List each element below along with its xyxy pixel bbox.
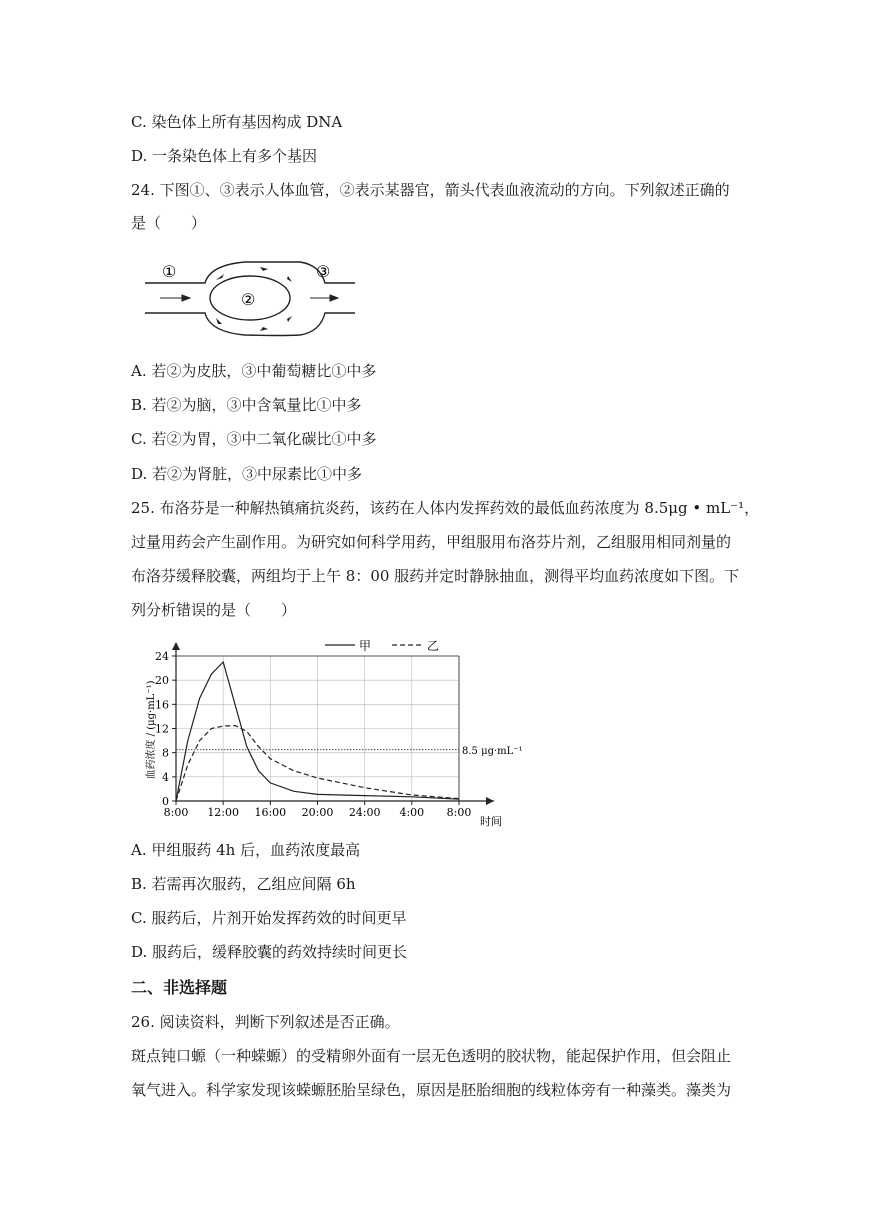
option-c-q24: C. 若②为胃，③中二氧化碳比①中多 xyxy=(131,430,377,448)
legend-entry-yi: 乙 xyxy=(427,639,440,653)
legend-entry-jia: 甲 xyxy=(359,639,372,653)
option-b-q25: B. 若需再次服药，乙组应间隔 6h xyxy=(131,875,356,893)
threshold-label: 8.5 μg·mL⁻¹ xyxy=(462,746,523,757)
y-tick-label: 24 xyxy=(155,650,169,663)
x-tick-label: 8:00 xyxy=(446,806,472,819)
option-d-q23: D. 一条染色体上有多个基因 xyxy=(131,147,318,165)
y-axis-label: 血药浓度 / (μg·mL⁻¹) xyxy=(146,680,157,780)
option-b-q24: B. 若②为脑，③中含氧量比①中多 xyxy=(131,396,362,414)
label-vessel-3: ③ xyxy=(316,262,331,281)
x-axis-label: 时间 xyxy=(480,815,502,828)
label-vessel-1: ① xyxy=(162,262,177,281)
y-axis-arrow xyxy=(172,642,180,650)
x-axis-arrow xyxy=(486,797,494,805)
option-c-q25: C. 服药后，片剂开始发挥药效的时间更早 xyxy=(131,909,407,927)
x-tick-label: 24:00 xyxy=(348,806,381,819)
option-a-q25: A. 甲组服药 4h 后，血药浓度最高 xyxy=(131,841,361,859)
question-25-line4: 列分析错误的是（ ） xyxy=(131,601,297,619)
question-24-line2: 是（ ） xyxy=(131,214,207,232)
y-tick-label: 16 xyxy=(155,698,169,712)
question-25-line1: 25. 布洛芬是一种解热镇痛抗炎药，该药在人体内发挥药效的最低血药浓度为 8.5μg • mL⁻¹， xyxy=(131,499,760,517)
blood-vessel-diagram xyxy=(140,250,380,350)
section-title: 二、非选择题 xyxy=(131,978,228,997)
option-c-q23: C. 染色体上所有基因构成 DNA xyxy=(131,113,343,131)
x-tick-label: 4:00 xyxy=(399,806,425,819)
question-24-line1: 24. 下图①、③表示人体血管，②表示某器官，箭头代表血液流动的方向。下列叙述正确的 xyxy=(131,181,730,199)
question-26-line1: 26. 阅读资料，判断下列叙述是否正确。 xyxy=(131,1013,400,1031)
question-25-line2: 过量用药会产生副作用。为研究如何科学用药，甲组服用布洛芬片剂，乙组服用相同剂量的 xyxy=(131,533,732,551)
arrow-right-out xyxy=(310,295,338,301)
x-tick-label: 16:00 xyxy=(254,806,287,819)
blood-drug-concentration-chart xyxy=(137,632,537,832)
x-tick-label: 12:00 xyxy=(207,806,240,819)
label-organ-2: ② xyxy=(241,290,256,309)
option-a-q24: A. 若②为皮肤，③中葡萄糖比①中多 xyxy=(131,362,377,380)
option-d-q24: D. 若②为肾脏，③中尿素比①中多 xyxy=(131,465,363,483)
y-tick-label: 4 xyxy=(162,770,169,784)
question-25-line3: 布洛芬缓释胶囊，两组均于上午 8：00 服药并定时静脉抽血，测得平均血药浓度如下图。下 xyxy=(131,567,740,585)
question-26-passage-line1: 斑点钝口螈（一种蝾螈）的受精卵外面有一层无色透明的胶状物，能起保护作用，但会阻止 xyxy=(131,1047,732,1065)
question-26-passage-line2: 氧气进入。科学家发现该蝾螈胚胎呈绿色，原因是胚胎细胞的线粒体旁有一种藻类。藻类为 xyxy=(131,1081,732,1099)
y-tick-label: 12 xyxy=(155,722,169,736)
x-tick-label: 8:00 xyxy=(163,806,189,819)
y-tick-label: 0 xyxy=(162,795,169,808)
arrow-left-in xyxy=(160,295,190,301)
x-tick-label: 20:00 xyxy=(301,806,334,819)
chart-legend xyxy=(325,639,439,653)
y-tick-label: 8 xyxy=(162,746,169,760)
option-d-q25: D. 服药后，缓释胶囊的药效持续时间更长 xyxy=(131,943,408,961)
y-tick-label: 20 xyxy=(155,674,169,688)
